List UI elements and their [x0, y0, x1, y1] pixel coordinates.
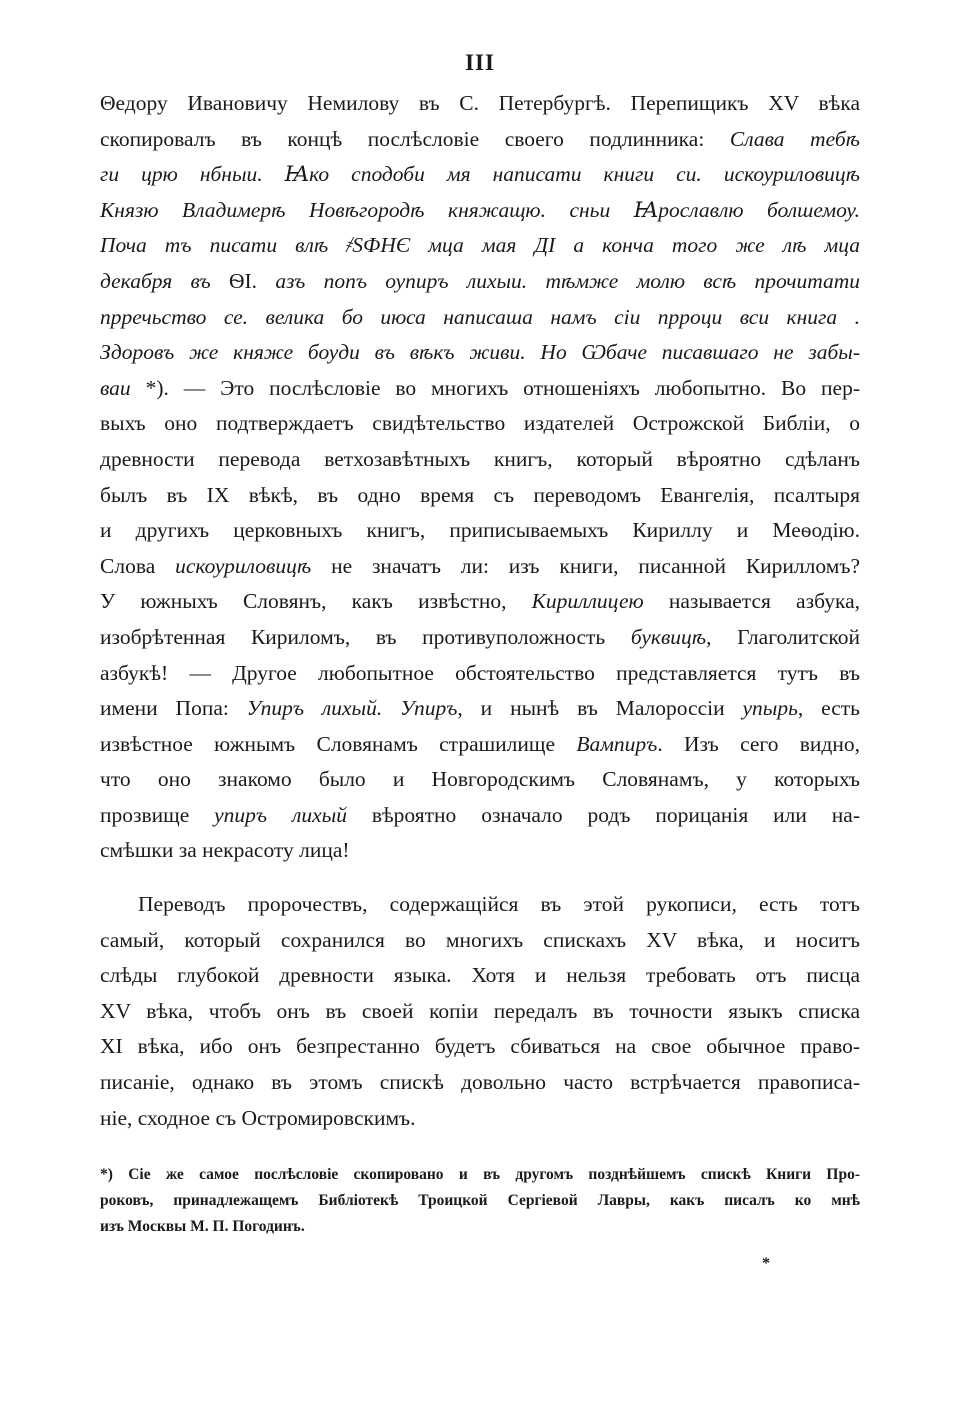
paragraph-2 [100, 887, 860, 1136]
text-segment: Кириллицею [531, 589, 644, 614]
text-line [100, 264, 860, 300]
footnote [100, 1162, 860, 1240]
text-segment: *). — Это послѣсловіе во многихъ отношеніяхъ любопытно. Во пер- [130, 375, 860, 400]
footnote-line: роковъ, принадлежащемъ Библіотекѣ Троицкой Сергіевой Лавры, какъ писалъ ко мнѣ [100, 1192, 860, 1210]
text-segment: что оно знакомо было и Новгородскимъ Словянамъ, у которыхъ [100, 767, 860, 792]
text-segment: упырь [742, 696, 798, 721]
text-segment: Поча тъ писати влѣ ҂ЅФНЄ мца мая ДІ а конча того же лѣ мца [100, 233, 860, 258]
text-segment: древности перевода ветхозавѣтныхъ книгъ, который вѣроятно сдѣланъ [100, 446, 860, 471]
text-segment: слѣды глубокой древности языка. Хотя и нельзя требовать отъ писца [100, 963, 860, 988]
text-line [100, 193, 860, 229]
text-segment: называется азбука, [643, 589, 860, 614]
text-line [100, 656, 860, 692]
text-segment: писаніе, однако въ этомъ спискѣ довольно часто встрѣчается правописа- [100, 1070, 860, 1095]
text-line [100, 1101, 860, 1137]
text-segment: прречьство се. велика бо июса написаша намъ сіи прроци вси книга . [100, 304, 860, 329]
text-segment: самый, который сохранился во многихъ спискахъ XV вѣка, и носитъ [100, 927, 860, 952]
text-line [100, 887, 860, 923]
signature-mark: * [762, 1255, 770, 1272]
text-line [100, 1065, 860, 1101]
text-segment: Здоровъ же княже боуди въ вѣкъ живи. Но Ѡбаче писавшаго не забы- [100, 340, 860, 365]
text-line [100, 442, 860, 478]
page-number: III [465, 50, 495, 75]
text-line [100, 691, 860, 727]
text-line [100, 157, 860, 193]
text-line [100, 620, 860, 656]
text-line [100, 833, 860, 869]
text-line [100, 122, 860, 158]
text-segment: былъ въ IX вѣкѣ, въ одно время съ переводомъ Евангелія, псалтыря [100, 482, 860, 507]
text-segment: упиръ лихый [214, 802, 347, 827]
text-segment: вѣроятно означало родъ порицанія или на- [346, 802, 860, 827]
text-segment: ваи [100, 375, 131, 400]
text-segment: имени Попа: [100, 696, 247, 721]
paragraph-1 [100, 86, 860, 869]
text-segment: азъ попъ оупиръ лихыи. тѣмже молю всѣ прочитати [275, 268, 861, 293]
text-line [100, 958, 860, 994]
text-line [100, 371, 860, 407]
text-line [100, 86, 860, 122]
text-line [100, 228, 860, 264]
text-segment: , Глаголитской [706, 624, 861, 649]
text-segment: , и нынѣ въ Малороссіи [457, 696, 743, 721]
text-segment: скопировалъ въ концѣ послѣсловіе своего подлинника: [100, 126, 730, 151]
footnote-line: изъ Москвы М. П. Погодинъ. [100, 1218, 305, 1236]
text-segment: не значатъ ли: изъ книги, писанной Кирилломъ? [311, 553, 860, 578]
text-segment: смѣшки за некрасоту лица! [100, 838, 350, 863]
text-line [100, 513, 860, 549]
text-segment: XI вѣка, ибо онъ безпрестанно будетъ сбиваться на свое обычное право- [100, 1034, 860, 1059]
text-line [100, 762, 860, 798]
text-segment: ги црю нбныи. Ꙗко сподоби мя написати книги си. искоуриловицѣ [100, 162, 860, 187]
text-line [100, 994, 860, 1030]
text-segment: XV вѣка, чтобъ онъ въ своей копіи передалъ въ точности языкъ списка [100, 998, 860, 1023]
text-segment: Упиръ лихый. Упиръ [246, 696, 458, 721]
text-segment: . Изъ сего видно, [657, 731, 860, 756]
text-segment: У южныхъ Словянъ, какъ извѣстно, [100, 589, 532, 614]
text-line [100, 1029, 860, 1065]
text-segment: буквицѣ [630, 624, 707, 649]
text-line [100, 584, 860, 620]
text-line [100, 335, 860, 371]
text-segment: ніе, сходное съ Остромировскимъ. [100, 1105, 416, 1130]
page [100, 48, 860, 1240]
text-segment: Князю Владимерѣ Новѣгородѣ княжащю. сньи Ꙗрославлю болшемоу. [100, 197, 860, 222]
text-segment: , есть [797, 696, 860, 721]
text-segment: и другихъ церковныхъ книгъ, приписываемыхъ Кириллу и Меѳодію. [100, 518, 860, 543]
text-segment: Θедору Ивановичу Немилову въ С. Петербургѣ. Перепищикъ XV вѣка [100, 91, 860, 115]
text-segment: Слова [100, 553, 176, 578]
text-segment: искоуриловицѣ [175, 553, 312, 578]
text-segment: ѲІ. [210, 268, 276, 293]
footnote-line: *) Сіе же самое послѣсловіе скопировано и въ другомъ позднѣйшемъ спискѣ Книги Про- [100, 1166, 860, 1184]
text-segment: азбукѣ! — Другое любопытное обстоятельство представляется тутъ въ [100, 660, 860, 685]
text-line [100, 300, 860, 336]
text-segment: декабря въ [100, 268, 211, 293]
text-segment: извѣстное южнымъ Словянамъ страшилище [100, 731, 577, 756]
text-line [100, 923, 860, 959]
text-line [100, 798, 860, 834]
text-line [100, 727, 860, 763]
text-segment: прозвище [100, 802, 215, 827]
text-segment: выхъ оно подтверждаетъ свидѣтельство издателей Острожской Библіи, о [100, 411, 860, 436]
text-line [100, 406, 860, 442]
text-segment: Слава тебѣ [729, 126, 860, 151]
text-segment: Вампиръ [576, 731, 658, 756]
text-segment: изобрѣтенная Кириломъ, въ противуположность [100, 624, 631, 649]
text-segment: Переводъ пророчествъ, содержащійся въ этой рукописи, есть тотъ [138, 892, 860, 917]
text-line [100, 478, 860, 514]
text-line [100, 549, 860, 585]
